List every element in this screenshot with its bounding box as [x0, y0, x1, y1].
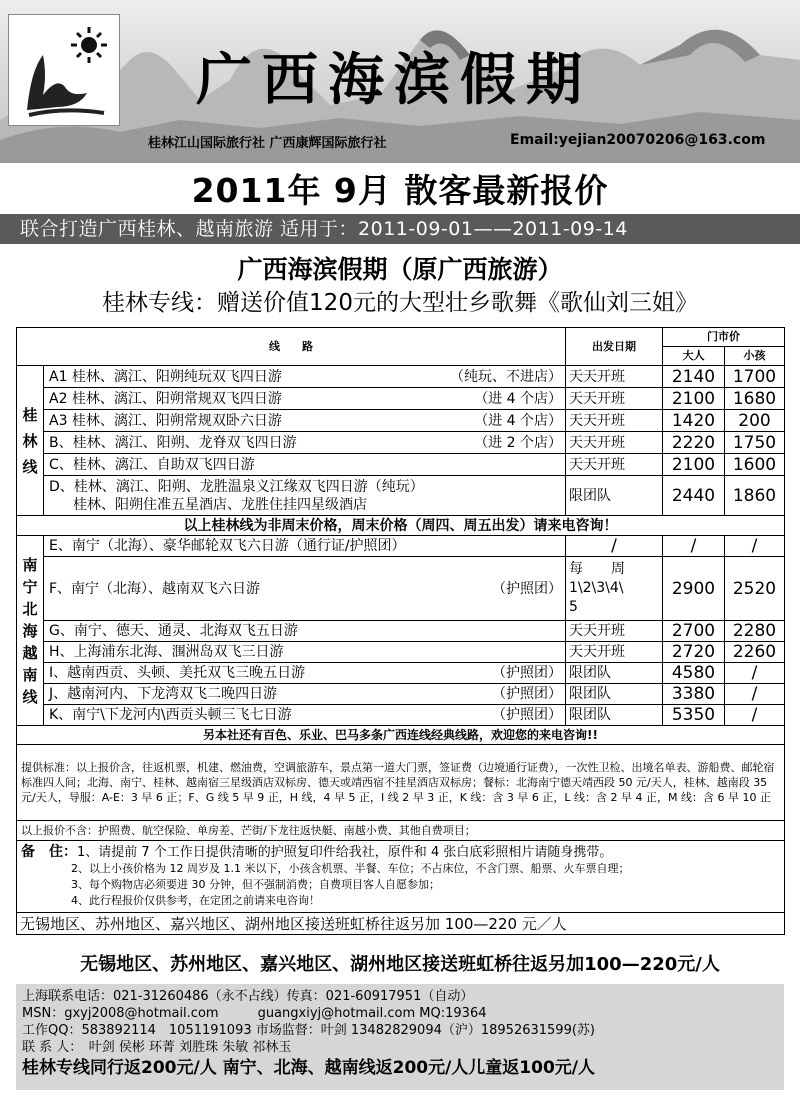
table-row: [17, 841, 785, 913]
header-ticket-price: 门市价: [663, 328, 785, 347]
table-row: [17, 663, 785, 684]
route-name: J、越南河内、下龙湾双飞二晚四日游: [49, 686, 278, 702]
table-row: [17, 536, 785, 557]
adult-price: 2100: [663, 454, 725, 476]
table-row: [17, 476, 785, 516]
route-name: F、南宁（北海）、越南双飞六日游: [49, 580, 261, 597]
adult-price: 2440: [663, 476, 725, 516]
child-price: /: [725, 705, 785, 726]
route-cell: [44, 642, 566, 663]
route-name: H、上海浦东北海、涠洲岛双飞三日游: [49, 644, 284, 660]
child-price: 1750: [725, 432, 785, 454]
table-row: [17, 705, 785, 726]
departure-cell: 天天开班: [566, 410, 663, 432]
table-row: [17, 516, 785, 536]
contact-box: [16, 984, 784, 1090]
adult-price: 2100: [663, 388, 725, 410]
table-row: [17, 684, 785, 705]
table-row: [17, 642, 785, 663]
group-label-guilin: 桂林线: [17, 366, 44, 516]
departure-cell: 天天开班: [566, 642, 663, 663]
route-name: C、桂林、漓江、自助双飞四日游: [49, 456, 255, 473]
adult-price: 2720: [663, 642, 725, 663]
departure-line: 5: [569, 599, 578, 615]
departure-cell: 限团队: [566, 663, 663, 684]
route-tag: （护照团）: [492, 665, 562, 681]
child-price: 2520: [725, 557, 785, 621]
remark-1: 1、请提前 7 个工作日提供清晰的护照复印件给我社，原件和 4 张白底彩照相片请随身携带。: [77, 845, 613, 860]
header-banner: [0, 0, 800, 163]
departure-cell: 天天开班: [566, 454, 663, 476]
weekend-price-note: 以上桂林线为非周末价格，周末价格（周四、周五出发）请来电咨询！: [17, 516, 785, 536]
header-departure: 出发日期: [566, 328, 663, 366]
route-name: A3 桂林、漓江、阳朔常规双卧六日游: [49, 412, 282, 429]
route-tag: （护照团）: [492, 707, 562, 723]
main-title: 广西海滨假期: [196, 47, 592, 113]
promo-line: 桂林专线：赠送价值120元的大型壮乡歌舞《歌仙刘三姐》: [102, 290, 698, 316]
child-price: /: [725, 663, 785, 684]
contact-people: 联 系 人： 叶剑 侯彬 环菁 刘胜珠 朱敏 祁林玉: [22, 1040, 292, 1055]
remarks-label: 备 住：: [21, 844, 77, 860]
route-tag: （进 4 个店）: [474, 412, 562, 429]
route-tag: （进 2 个店）: [474, 434, 562, 451]
route-name: D、桂林、漓江、阳朔、龙胜温泉义江缘双飞四日游（纯玩）: [49, 478, 424, 495]
group-label-nanning: 南宁北海越南线: [17, 536, 44, 726]
route-tag: （护照团）: [492, 580, 562, 597]
departure-cell: 限团队: [566, 476, 663, 516]
route-cell: [44, 684, 566, 705]
table-row: [17, 745, 785, 821]
table-row: [17, 366, 785, 388]
remark-3: 3、每个购物店必须要进 30 分钟，但不强制消费；自费项目客人自愿参加；: [71, 878, 440, 891]
table-row: [17, 432, 785, 454]
departure-line: 1\2\3\4\: [569, 580, 624, 596]
contact-msn: MSN：gxyj2008@hotmail.com guangxiyj@hotmail.com MQ:19364: [22, 1006, 487, 1021]
adult-price: /: [663, 536, 725, 557]
agent-rebate: 桂林专线同行返200元/人 南宁、北海、越南线返200元/人儿童返100元/人: [22, 1058, 596, 1078]
contact-phone: 上海联系电话：021-31260486（永不占线）传真：021-60917951（自动）: [22, 989, 474, 1004]
transfer-surcharge-row: 无锡地区、苏州地区、嘉兴地区、湖州地区接送班虹桥往返另加 100—220 元／人: [17, 913, 785, 935]
child-price: 1680: [725, 388, 785, 410]
departure-cell: /: [566, 536, 663, 557]
adult-price: 2140: [663, 366, 725, 388]
route-name: B、桂林、漓江、阳朔、龙脊双飞四日游: [49, 434, 297, 451]
table-row: [17, 913, 785, 935]
transfer-surcharge-banner: 无锡地区、苏州地区、嘉兴地区、湖州地区接送班虹桥往返另加100—220元/人: [80, 954, 720, 975]
route-cell: [44, 621, 566, 642]
table-row: [17, 726, 785, 745]
adult-price: 4580: [663, 663, 725, 684]
route-cell: [44, 388, 566, 410]
route-name: G、南宁、德天、通灵、北海双飞五日游: [49, 623, 298, 639]
route-cell: [44, 454, 566, 476]
adult-price: 3380: [663, 684, 725, 705]
child-price: 2260: [725, 642, 785, 663]
route-cell: [44, 663, 566, 684]
departure-cell: 天天开班: [566, 621, 663, 642]
child-price: 1860: [725, 476, 785, 516]
departure-cell: 限团队: [566, 684, 663, 705]
departure-cell: [566, 557, 663, 621]
route-tag: （进 4 个店）: [474, 390, 562, 407]
route-name: A2 桂林、漓江、阳朔常规双飞四日游: [49, 390, 282, 407]
departure-line: 每 周: [569, 561, 625, 577]
table-row: [17, 621, 785, 642]
excluded-items: 以上报价不含：护照费、航空保险、单房差、芒街/下龙往返快艇、南越小费、其他自费项目；: [17, 821, 785, 841]
route-cell: [44, 366, 566, 388]
contact-qq: 工作QQ：583892114 1051191093 市场监督：叶剑 13482829094（沪）18952631599(苏): [22, 1023, 595, 1038]
adult-price: 1420: [663, 410, 725, 432]
date-title: 2011年 9月 散客最新报价: [191, 171, 609, 210]
child-price: 200: [725, 410, 785, 432]
sun-mountain-logo-icon: [9, 15, 119, 125]
route-name: A1 桂林、漓江、阳朔纯玩双飞四日游: [49, 368, 282, 385]
route-cell: [44, 705, 566, 726]
child-price: 1700: [725, 366, 785, 388]
route-tag: （纯玩、不进店）: [450, 368, 562, 385]
table-row: [17, 821, 785, 841]
adult-price: 5350: [663, 705, 725, 726]
route-cell: [44, 476, 566, 516]
route-cell: [44, 557, 566, 621]
table-row: [17, 388, 785, 410]
price-table: [16, 327, 785, 935]
route-cell: [44, 432, 566, 454]
table-row: [17, 454, 785, 476]
child-price: /: [725, 536, 785, 557]
header-route: 线 路: [17, 328, 566, 366]
route-tag: （护照团）: [492, 686, 562, 702]
route-hotel-note: 桂林、阳朔住准五星酒店、龙胜住挂四星级酒店: [73, 496, 367, 513]
remark-4: 4、此行程报价仅供参考，在定团之前请来电咨询！: [71, 894, 320, 907]
header-child: 小孩: [725, 347, 785, 366]
route-cell: [44, 410, 566, 432]
route-name: K、南宁\下龙河内\西贡头顿三飞七日游: [49, 707, 292, 723]
child-price: 2280: [725, 621, 785, 642]
departure-cell: 天天开班: [566, 366, 663, 388]
adult-price: 2220: [663, 432, 725, 454]
agency-logo: [8, 14, 120, 126]
brand-line: 广西海滨假期（原广西旅游）: [237, 255, 563, 284]
adult-price: 2900: [663, 557, 725, 621]
route-name: I、越南西贡、头顿、美托双飞三晚五日游: [49, 665, 306, 681]
child-price: /: [725, 684, 785, 705]
child-price: 1600: [725, 454, 785, 476]
route-cell: E、南宁（北海）、豪华邮轮双飞六日游（通行证/护照团）: [44, 536, 566, 557]
departure-cell: 天天开班: [566, 432, 663, 454]
remarks-cell: [17, 841, 785, 913]
table-row: [17, 410, 785, 432]
header-adult: 大人: [663, 347, 725, 366]
remark-2: 2、以上小孩价格为 12 周岁及 1.1 米以下，小孩含机票、半餐、车位；不占床位，不含门票、船票、火车票自理；: [71, 862, 630, 875]
agency-names: 桂林江山国际旅行社 广西康辉国际旅行社: [148, 136, 387, 151]
included-standards: 提供标准：以上报价含，往返机票，机建、燃油费，空调旅游车，景点第一道大门票，签证费（边境通行证费），一次性卫检、出境名单表、游船费、邮轮宿标准四人间；北海、南宁、桂林、越南宿三星级酒店双标房、德天或靖西宿不挂星酒店双标房；餐标：北海南宁德天靖西段 50 元/天人，桂林、越南段 35 元/天人，导服：A-E：3 早 6 正；F、G 线 5 早 9 正，H 线，4 早 5 正，I 线 2 早 3 正，K 线：含 3 早 6 正，L 线：含 2 早 4 正，M 线：含 6 早 10 正: [17, 745, 785, 821]
table-row: [17, 557, 785, 621]
departure-cell: 限团队: [566, 705, 663, 726]
adult-price: 2700: [663, 621, 725, 642]
other-lines-note: 另本社还有百色、乐业、巴马多条广西连线经典线路，欢迎您的来电咨询!!: [17, 726, 785, 745]
validity-bar: 联合打造广西桂林、越南旅游 适用于：2011-09-01——2011-09-14: [0, 214, 800, 244]
departure-cell: 天天开班: [566, 388, 663, 410]
contact-email: Email:yejian20070206@163.com: [510, 132, 766, 148]
